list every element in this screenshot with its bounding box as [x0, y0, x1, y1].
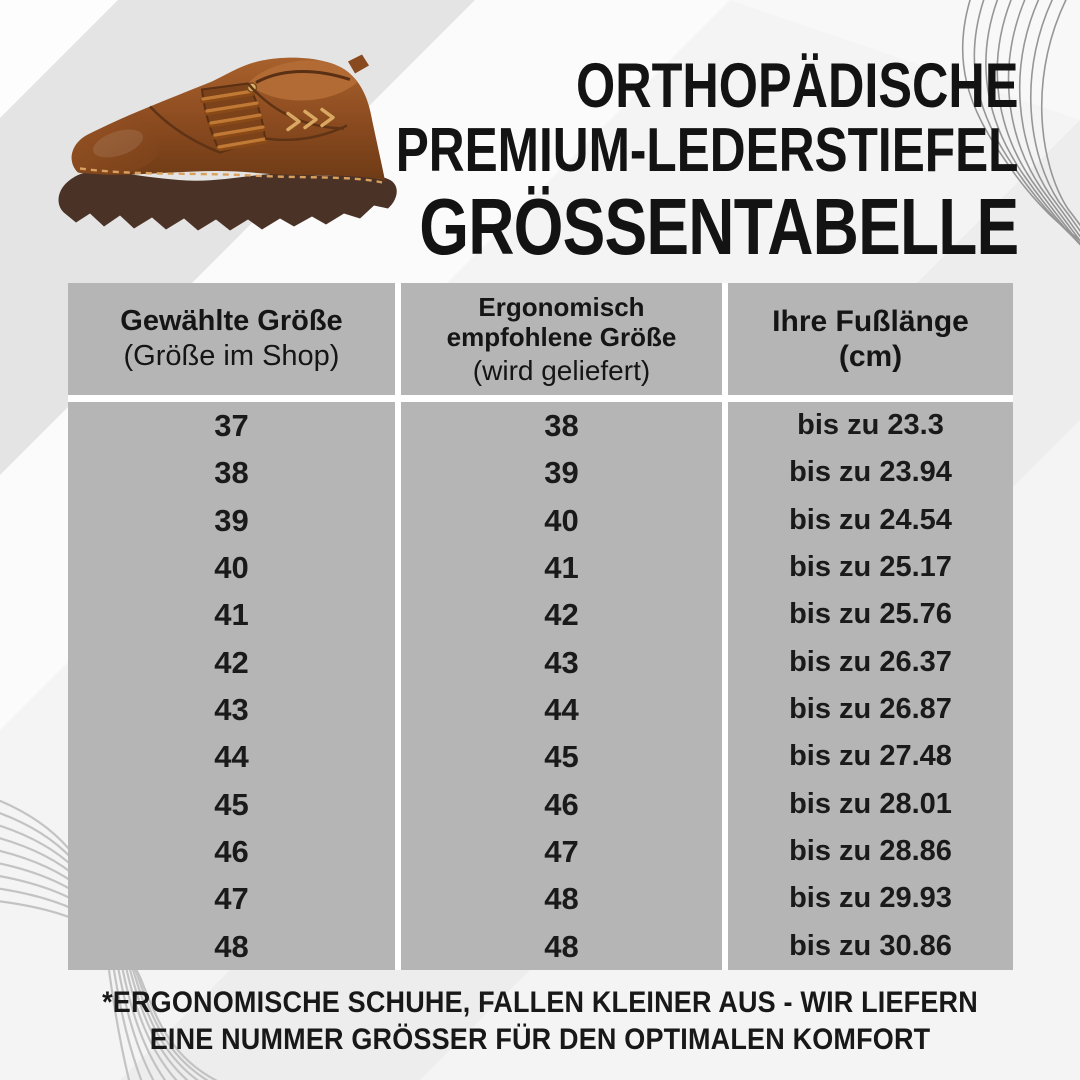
- size-cell-foot: bis zu 23.94: [789, 456, 952, 489]
- size-cell-foot: bis zu 28.01: [789, 787, 952, 820]
- page-title: [395, 51, 1018, 271]
- size-table: [68, 283, 1013, 970]
- size-cell-recommended: 40: [544, 502, 579, 538]
- header-foot-length: [728, 283, 1013, 395]
- header-subtitle: (cm): [838, 340, 903, 373]
- size-cell-foot: bis zu 25.17: [789, 551, 952, 584]
- size-cell-shop: 48: [214, 928, 249, 964]
- header-title: Gewählte Größe: [120, 305, 343, 337]
- title-line-2: PREMIUM-LEDERSTIEFEL: [395, 116, 1018, 185]
- size-cell-shop: 40: [214, 550, 249, 586]
- size-cell-recommended: 47: [544, 834, 579, 870]
- size-cell-recommended: 41: [544, 550, 579, 586]
- size-cell-shop: 39: [214, 502, 249, 538]
- size-cell-recommended: 46: [544, 786, 579, 822]
- size-cell-shop: 45: [214, 786, 249, 822]
- size-cell-shop: 41: [214, 597, 249, 633]
- header-selected-size: [68, 283, 395, 395]
- title-line-1: ORTHOPÄDISCHE: [575, 51, 1018, 121]
- boot-sole: [59, 171, 397, 230]
- size-cell-foot: bis zu 29.93: [789, 882, 952, 915]
- footnote: [54, 984, 1026, 1058]
- boot-pull-tab: [348, 55, 369, 74]
- header-title: Ihre Fußlänge: [772, 305, 969, 338]
- footnote-line-2: EINE NUMMER GRÖSSER FÜR DEN OPTIMALEN KOMFORT: [149, 1023, 931, 1056]
- size-cell-shop: 43: [214, 692, 249, 728]
- size-cell-foot: bis zu 27.48: [789, 740, 952, 773]
- size-cell-recommended: 45: [544, 739, 579, 775]
- size-table-body: [68, 402, 1013, 970]
- size-cell-shop: 44: [214, 739, 249, 775]
- header-subtitle: (wird geliefert): [472, 354, 651, 386]
- size-cell-recommended: 48: [544, 881, 579, 917]
- column-foot-length: [728, 402, 1013, 970]
- boot-product-image: [52, 40, 402, 258]
- footnote-line-1: *ERGONOMISCHE SCHUHE, FALLEN KLEINER AUS - WIR LIEFERN: [102, 986, 978, 1019]
- size-cell-shop: 46: [214, 834, 249, 870]
- size-cell-foot: bis zu 26.87: [789, 693, 952, 726]
- size-cell-shop: 38: [214, 455, 249, 491]
- column-selected-size: [68, 402, 395, 970]
- size-table-header: [68, 283, 1013, 395]
- title-line-3: GRÖSSENTABELLE: [418, 182, 1018, 271]
- size-cell-recommended: 44: [544, 692, 579, 728]
- size-cell-recommended: 42: [544, 597, 579, 633]
- size-cell-shop: 37: [214, 408, 249, 444]
- size-cell-recommended: 43: [544, 644, 579, 680]
- size-cell-recommended: 38: [544, 408, 579, 444]
- size-cell-foot: bis zu 26.37: [789, 645, 952, 678]
- size-cell-shop: 47: [214, 881, 249, 917]
- column-recommended-size: [401, 402, 722, 970]
- size-cell-recommended: 48: [544, 928, 579, 964]
- size-cell-foot: bis zu 24.54: [789, 503, 952, 536]
- size-cell-shop: 42: [214, 644, 249, 680]
- size-cell-foot: bis zu 30.86: [789, 929, 952, 962]
- header-subtitle: (Größe im Shop): [123, 340, 340, 372]
- size-cell-recommended: 39: [544, 455, 579, 491]
- size-cell-foot: bis zu 23.3: [797, 409, 944, 442]
- header-title: Ergonomisch empfohlene Größe: [446, 291, 677, 352]
- size-cell-foot: bis zu 28.86: [789, 835, 952, 868]
- size-cell-foot: bis zu 25.76: [789, 598, 952, 631]
- header-recommended-size: [401, 283, 722, 395]
